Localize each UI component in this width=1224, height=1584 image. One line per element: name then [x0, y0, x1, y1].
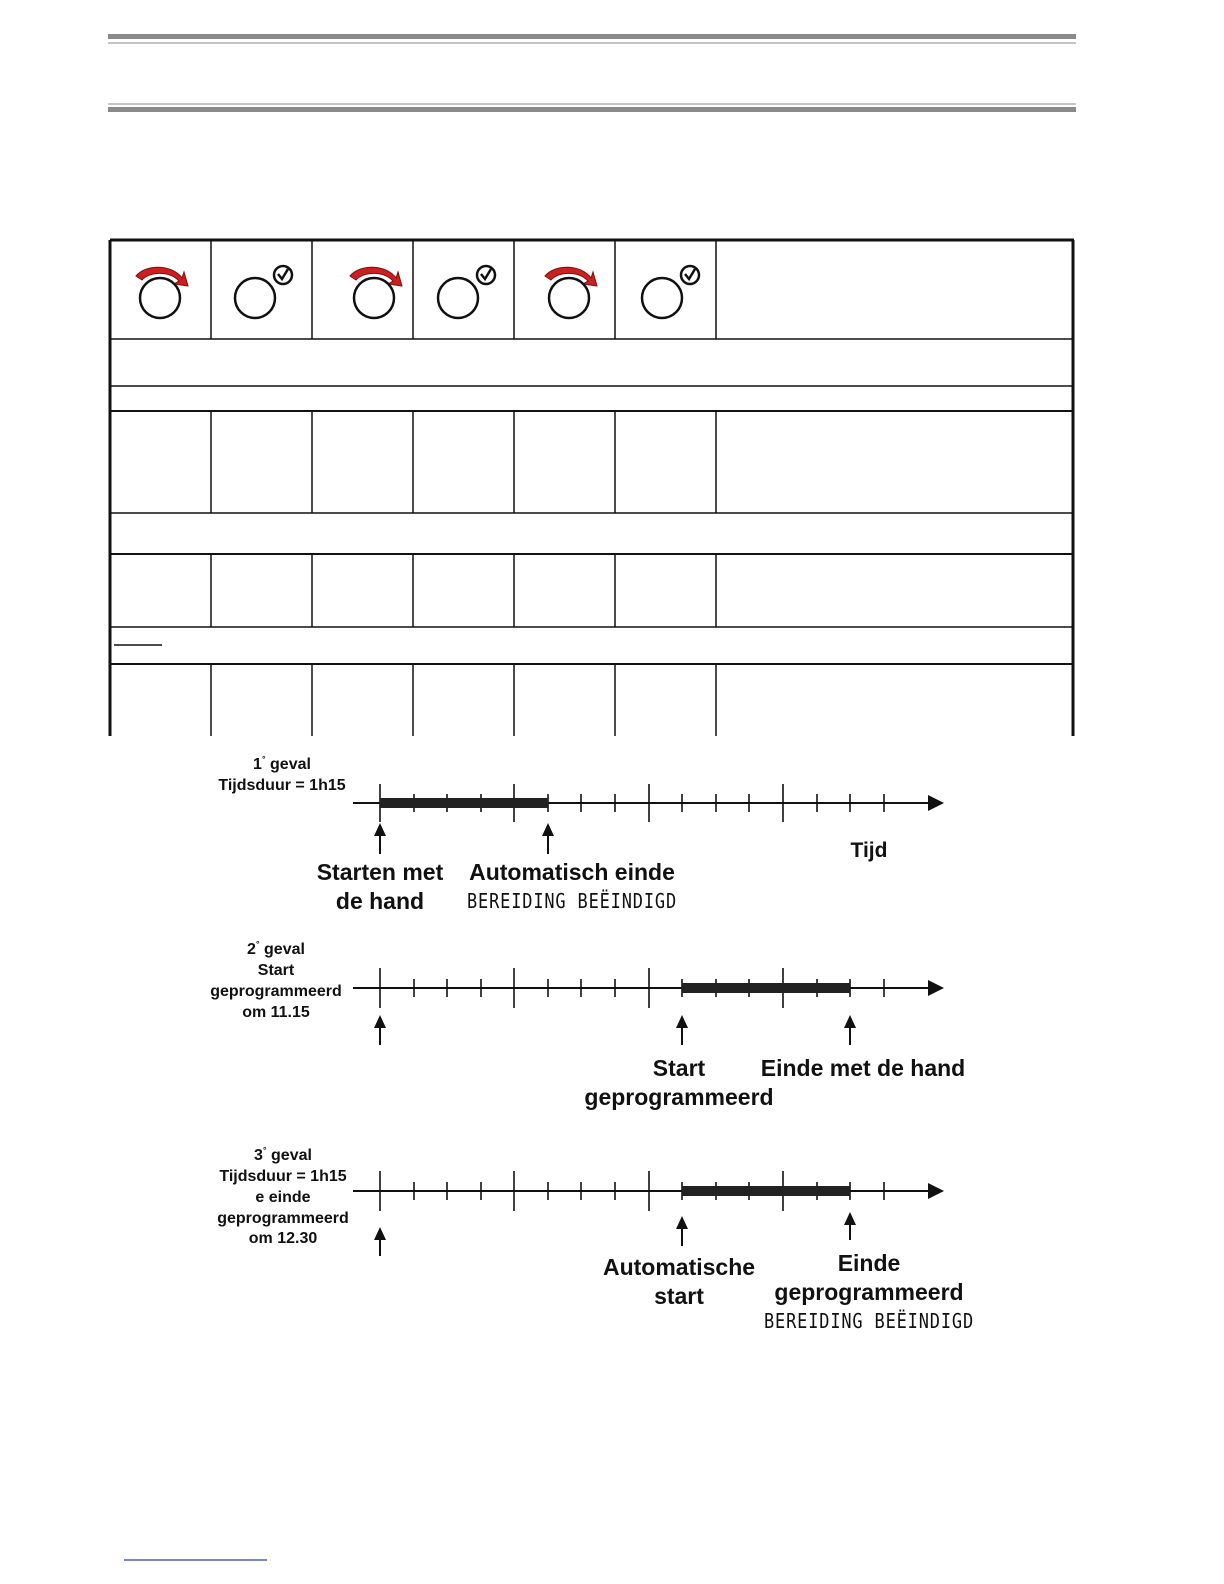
header-rules [108, 34, 1076, 112]
start-label-line: geprogrammeerd [584, 1084, 774, 1110]
svg-text:1° geval: 1° geval [253, 754, 311, 773]
cooking-duration-bar [682, 983, 850, 993]
up-arrow-icon [542, 823, 554, 854]
display-message: BEREIDING BEËINDIGD [467, 889, 677, 913]
cooking-duration-bar [380, 798, 548, 808]
case-number: 1 [253, 756, 262, 773]
case-info-line: geprogrammeerd [217, 1210, 349, 1227]
end-label-line: Einde [837, 1250, 901, 1276]
case-info-line: Tijdsduur = 1h15 [218, 777, 346, 794]
start-label-line: de hand [335, 888, 425, 914]
end-label-line: Einde met de hand [760, 1055, 966, 1081]
start-label-line: Starten met [316, 859, 444, 885]
case-word: geval [264, 941, 305, 958]
start-label-line: Start [652, 1055, 706, 1081]
svg-text:3° geval: 3° geval [254, 1145, 312, 1164]
up-arrow-icon [844, 1212, 856, 1240]
display-message: BEREIDING BEËINDIGD [764, 1309, 974, 1333]
check-knob-icon [642, 266, 699, 318]
end-label-line: geprogrammeerd [774, 1279, 964, 1305]
cooking-duration-bar [682, 1186, 850, 1196]
up-arrow-icon [676, 1216, 688, 1246]
up-arrow-icon [374, 1015, 386, 1045]
case-info-line: Start [257, 962, 295, 979]
start-knob-icon [545, 267, 597, 318]
case-number: 3 [254, 1147, 263, 1164]
program-table [110, 240, 1074, 736]
end-label-line: Automatisch einde [469, 859, 675, 885]
time-axis [353, 1171, 944, 1211]
timeline-case-1 [218, 754, 944, 914]
up-arrow-icon [374, 823, 386, 854]
start-label-line: Automatische [602, 1254, 756, 1280]
check-knob-icon [438, 266, 495, 318]
up-arrow-icon [374, 1227, 386, 1256]
start-knob-icon [350, 267, 402, 318]
up-arrow-icon [676, 1015, 688, 1045]
case-info-line: Tijdsduur = 1h15 [219, 1168, 347, 1185]
case-info-line: geprogrammeerd [210, 983, 342, 1000]
timeline-case-2 [210, 939, 965, 1110]
start-label-line: start [654, 1283, 704, 1309]
case-info-line: om 11.15 [242, 1004, 310, 1021]
axis-label: Tijd [850, 839, 888, 862]
case-number: 2 [247, 941, 256, 958]
case-word: geval [271, 1147, 312, 1164]
start-knob-icon [136, 267, 188, 318]
case-info-line: om 12.30 [248, 1230, 318, 1247]
timeline-case-3 [217, 1145, 974, 1333]
svg-text:2° geval: 2° geval [247, 939, 305, 958]
case-info-line: e einde [255, 1189, 311, 1206]
up-arrow-icon [844, 1015, 856, 1045]
time-axis [353, 968, 944, 1008]
check-knob-icon [235, 266, 292, 318]
case-word: geval [270, 756, 311, 773]
